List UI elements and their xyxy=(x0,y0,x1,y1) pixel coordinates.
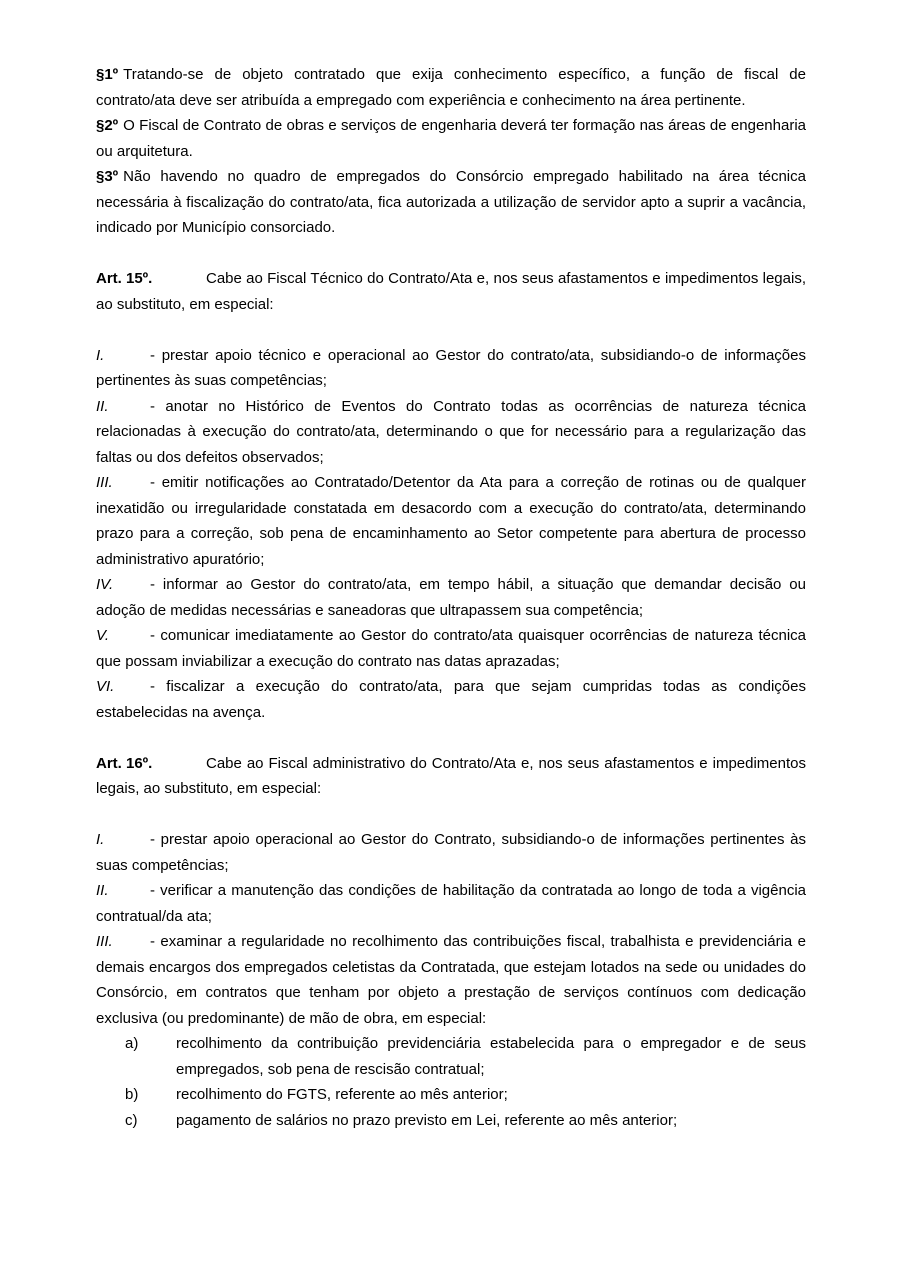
sub-list-item-text: pagamento de salários no prazo previsto em Lei, referente ao mês anterior; xyxy=(176,1111,678,1129)
sub-list-item-c xyxy=(125,1108,806,1134)
list-item-art15-1 xyxy=(96,343,806,394)
list-item-art15-3 xyxy=(96,470,806,572)
paragraph-text: Não havendo no quadro de empregados do Consórcio empregado habilitado na área técnica necessária à fiscalização do contrato/ata, fica autorizada a utilização de servidor apto a suprir a vacância, indicado por Município consorciado. xyxy=(96,168,806,236)
article-text: Cabe ao Fiscal administrativo do Contrato/Ata e, nos seus afastamentos e impedimentos legais, ao substituto, em especial: xyxy=(96,754,806,797)
sub-list-item-text: recolhimento da contribuição previdenciária estabelecida para o empregador e de seus empregados, sob pena de rescisão contratual; xyxy=(176,1035,806,1078)
list-item-text: - anotar no Histórico de Eventos do Contrato todas as ocorrências de natureza técnica relacionadas à execução do contrato/ata, determinando o que for necessário para a regularização das faltas ou dos defeitos observados; xyxy=(96,397,806,466)
article-text: Cabe ao Fiscal Técnico do Contrato/Ata e, nos seus afastamentos e impedimentos legais, ao substituto, em especial: xyxy=(96,270,806,313)
list-item-art16-3 xyxy=(96,929,806,1031)
list-item-numeral: III. xyxy=(96,474,113,491)
list-item-art15-6 xyxy=(96,674,806,725)
list-item-numeral: I. xyxy=(96,346,105,364)
paragraph-s2 xyxy=(96,113,806,164)
list-item-art15-5 xyxy=(96,623,806,674)
article-16-heading xyxy=(96,751,806,802)
blank-line xyxy=(96,802,806,828)
paragraph-text: Tratando-se de objeto contratado que exija conhecimento específico, a função de fiscal de contrato/ata deve ser atribuída a empregado com experiência e conhecimento na área pertinente. xyxy=(96,66,806,109)
paragraph-s3 xyxy=(96,164,806,241)
list-item-art15-4 xyxy=(96,572,806,623)
sub-list-item-letter: c) xyxy=(125,1111,138,1129)
list-item-text: - prestar apoio técnico e operacional ao Gestor do contrato/ata, subsidiando-o de informações pertinentes às suas competências; xyxy=(96,346,806,389)
article-15-heading xyxy=(96,266,806,317)
list-item-numeral: III. xyxy=(96,933,113,950)
article-marker: Art. 16º. xyxy=(96,754,153,772)
list-item-text: - prestar apoio operacional ao Gestor do Contrato, subsidiando-o de informações pertinentes às suas competências; xyxy=(96,831,806,874)
blank-line xyxy=(96,241,806,267)
paragraph-text: O Fiscal de Contrato de obras e serviços de engenharia deverá ter formação nas áreas de engenharia ou arquitetura. xyxy=(96,117,806,160)
list-item-numeral: I. xyxy=(96,831,105,848)
list-item-numeral: VI. xyxy=(96,678,115,695)
sub-list-item-a xyxy=(125,1031,806,1082)
paragraph-s1 xyxy=(96,62,806,113)
list-item-text: - informar ao Gestor do contrato/ata, em tempo hábil, a situação que demandar decisão ou adoção de medidas necessárias e saneadoras que ultrapassem sua competência; xyxy=(96,576,806,619)
blank-line xyxy=(96,725,806,751)
paragraph-marker: §3º xyxy=(96,168,119,185)
paragraph-marker: §2º xyxy=(96,117,119,134)
blank-line xyxy=(96,317,806,343)
sub-list-item-letter: a) xyxy=(125,1035,139,1052)
sub-list-item-text: recolhimento do FGTS, referente ao mês anterior; xyxy=(176,1086,508,1103)
list-item-numeral: V. xyxy=(96,627,110,644)
list-item-numeral: II. xyxy=(96,397,109,415)
paragraph-marker: §1º xyxy=(96,66,119,83)
article-marker: Art. 15º. xyxy=(96,270,153,287)
sub-list-item-b xyxy=(125,1082,806,1108)
list-item-text: - comunicar imediatamente ao Gestor do contrato/ata quaisquer ocorrências de natureza técnica que possam inviabilizar a execução do contrato nas datas aprazadas; xyxy=(96,627,806,670)
list-item-text: - fiscalizar a execução do contrato/ata, para que sejam cumpridas todas as condições estabelecidas na avença. xyxy=(96,678,806,721)
sub-list-item-letter: b) xyxy=(125,1086,139,1103)
list-item-text: - verificar a manutenção das condições de habilitação da contratada ao longo de toda a vigência contratual/da ata; xyxy=(96,882,806,925)
list-item-text: - emitir notificações ao Contratado/Detentor da Ata para a correção de rotinas ou de qualquer inexatidão ou irregularidade constatada em desacordo com a execução do contrato/ata, determinando prazo para a correção, sob pena de encaminhamento ao Setor competente para abertura de processo administrativo apuratório; xyxy=(96,474,806,568)
list-item-numeral: II. xyxy=(96,882,109,899)
list-item-art16-1 xyxy=(96,827,806,878)
list-item-text: - examinar a regularidade no recolhimento das contribuições fiscal, trabalhista e previdenciária e demais encargos dos empregados celetistas da Contratada, que estejam lotados na sede ou unidades do Consórcio, em contratos que tenham por objeto a prestação de serviços contínuos com dedicação exclusiva (ou predominante) de mão de obra, em especial: xyxy=(96,933,806,1027)
list-item-art15-2 xyxy=(96,394,806,471)
list-item-numeral: IV. xyxy=(96,576,114,593)
list-item-art16-2 xyxy=(96,878,806,929)
